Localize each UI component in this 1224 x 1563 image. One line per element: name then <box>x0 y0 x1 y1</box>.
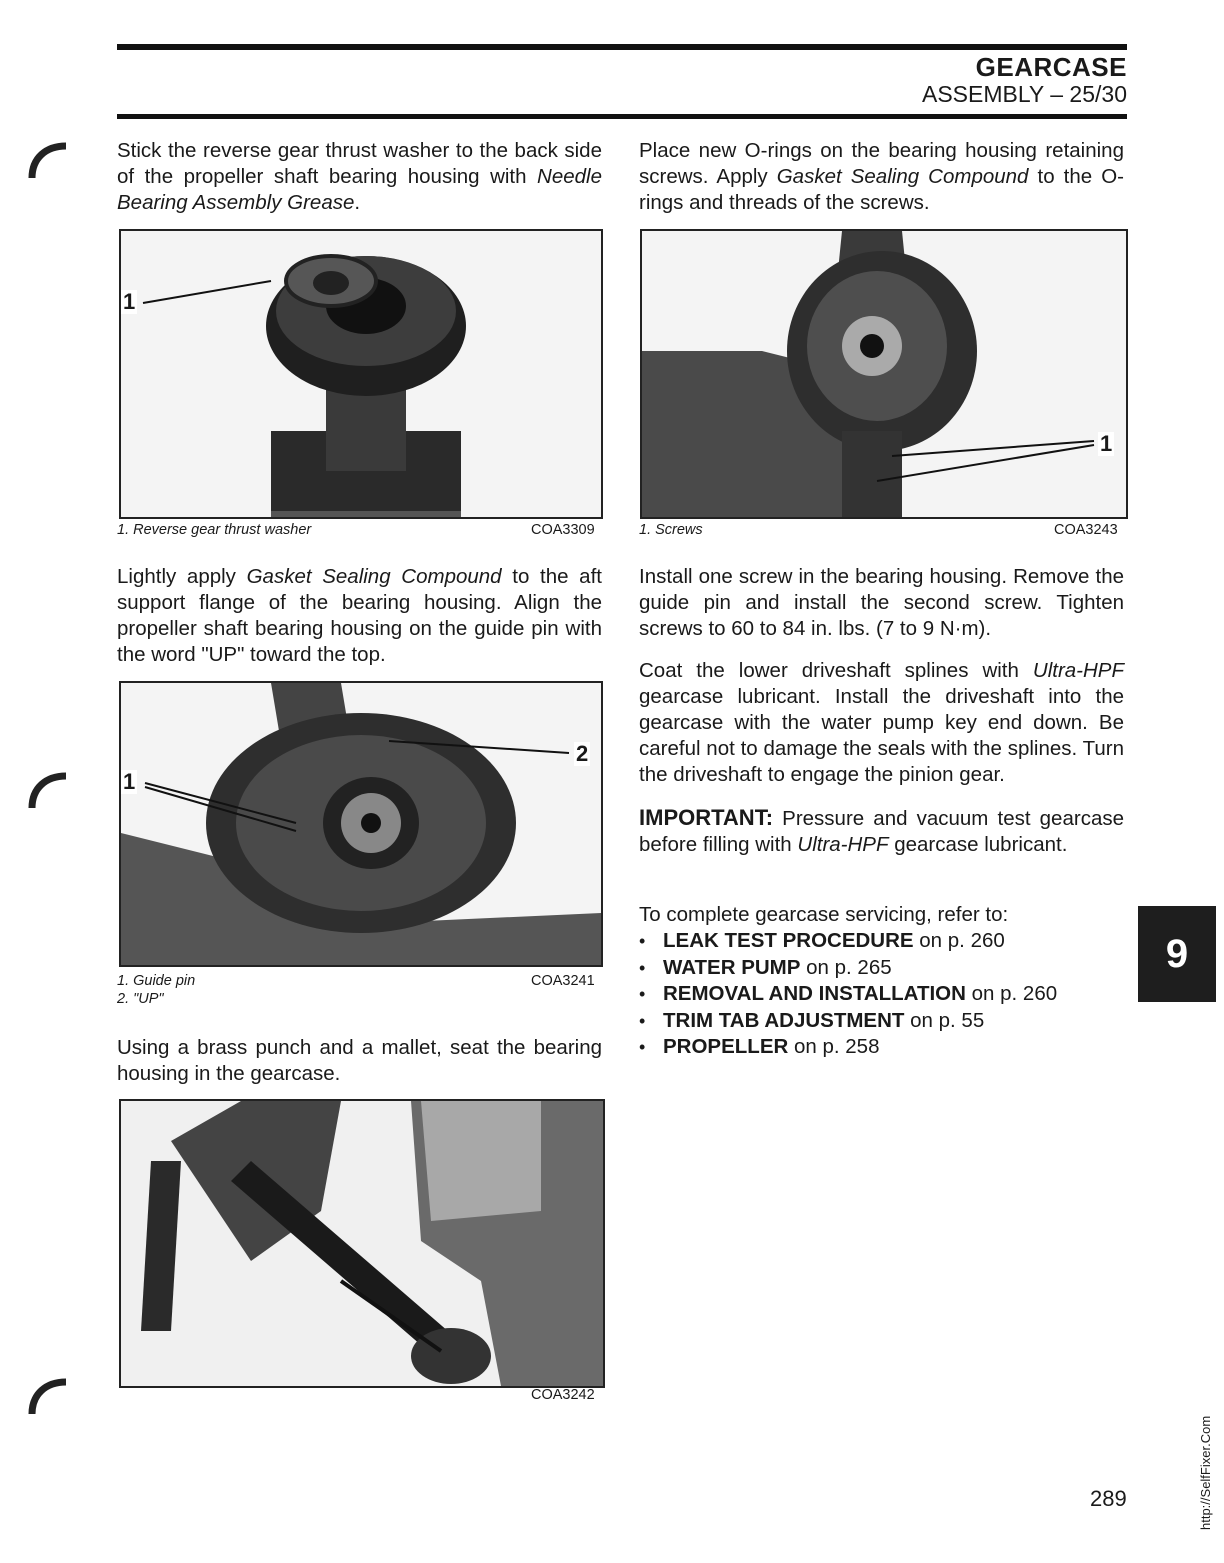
section-title: GEARCASE <box>975 52 1127 82</box>
left-paragraph-3: Using a brass punch and a mallet, seat the bearing housing in the gearcase. <box>117 1036 602 1085</box>
binder-hole-mark <box>28 140 68 180</box>
left-paragraph-2: Lightly apply Gasket Sealing Compound to the aft support flange of the bearing housing. Align the propeller shaft bearing housing on the guide pin with the word "UP" toward the top. <box>117 565 602 666</box>
important-note: IMPORTANT: Pressure and vacuum test gearcase before filling with Ultra-HPF gearcase lubricant. <box>639 805 1124 856</box>
reference-item[interactable]: • REMOVAL AND INSTALLATION on p. 260 <box>639 981 1124 1008</box>
reference-item[interactable]: • WATER PUMP on p. 265 <box>639 955 1124 982</box>
binder-hole-mark <box>28 1376 68 1416</box>
page-number: 289 <box>1090 1486 1127 1511</box>
callout-2: 2 <box>576 741 589 766</box>
right-paragraph-2: Install one screw in the bearing housing. Remove the guide pin and install the second screw. Tighten screws to 60 to 84 in. lbs. (7 to 9 N·m). <box>639 565 1124 640</box>
side-watermark-link[interactable]: http://SelfFixer.Com <box>1198 1415 1213 1530</box>
figure-thrust-washer-photo <box>119 229 603 519</box>
right-paragraph-1: Place new O-rings on the bearing housing retaining screws. Apply Gasket Sealing Compound to the O-rings and threads of the screws. <box>639 139 1124 214</box>
reference-item[interactable]: • TRIM TAB ADJUSTMENT on p. 55 <box>639 1008 1124 1035</box>
figure-code: COA3242 <box>531 1387 595 1403</box>
figure-caption: 1. Reverse gear thrust washer <box>117 522 312 538</box>
references-block <box>639 902 1124 1061</box>
left-paragraph-1: Stick the reverse gear thrust washer to the back side of the propeller shaft bearing housing with Needle Bearing Assembly Grease. <box>117 139 602 214</box>
figure-code: COA3309 <box>531 522 595 538</box>
figure-code: COA3243 <box>1054 522 1118 538</box>
callout-1: 1 <box>123 289 136 314</box>
figure-screws-photo <box>640 229 1128 519</box>
section-subtitle: ASSEMBLY – 25/30 <box>921 81 1127 107</box>
reference-item[interactable]: • LEAK TEST PROCEDURE on p. 260 <box>639 928 1124 955</box>
right-paragraph-3: Coat the lower driveshaft splines with Ultra-HPF gearcase lubricant. Install the driveshaft into the gearcase with the water pump key end down. Be careful not to damage the seals with the splines. Turn the driveshaft to engage the pinion gear. <box>639 659 1124 786</box>
section-tab: 9 <box>1138 906 1216 1002</box>
figure-brass-punch-photo <box>119 1099 605 1388</box>
figure-caption: 1. Screws <box>639 522 703 538</box>
reference-item[interactable]: • PROPELLER on p. 258 <box>639 1034 1124 1061</box>
header-rule-bottom <box>117 114 1127 119</box>
figure-caption-2: 2. "UP" <box>117 991 164 1007</box>
figure-guide-pin-photo <box>119 681 603 967</box>
figure-code: COA3241 <box>531 973 595 989</box>
callout-1: 1 <box>123 769 136 794</box>
binder-hole-mark <box>28 770 68 810</box>
callout-1: 1 <box>1100 431 1113 456</box>
header-rule-top <box>117 44 1127 50</box>
references-intro: To complete gearcase servicing, refer to: <box>639 903 1009 926</box>
figure-caption-1: 1. Guide pin <box>117 973 196 989</box>
